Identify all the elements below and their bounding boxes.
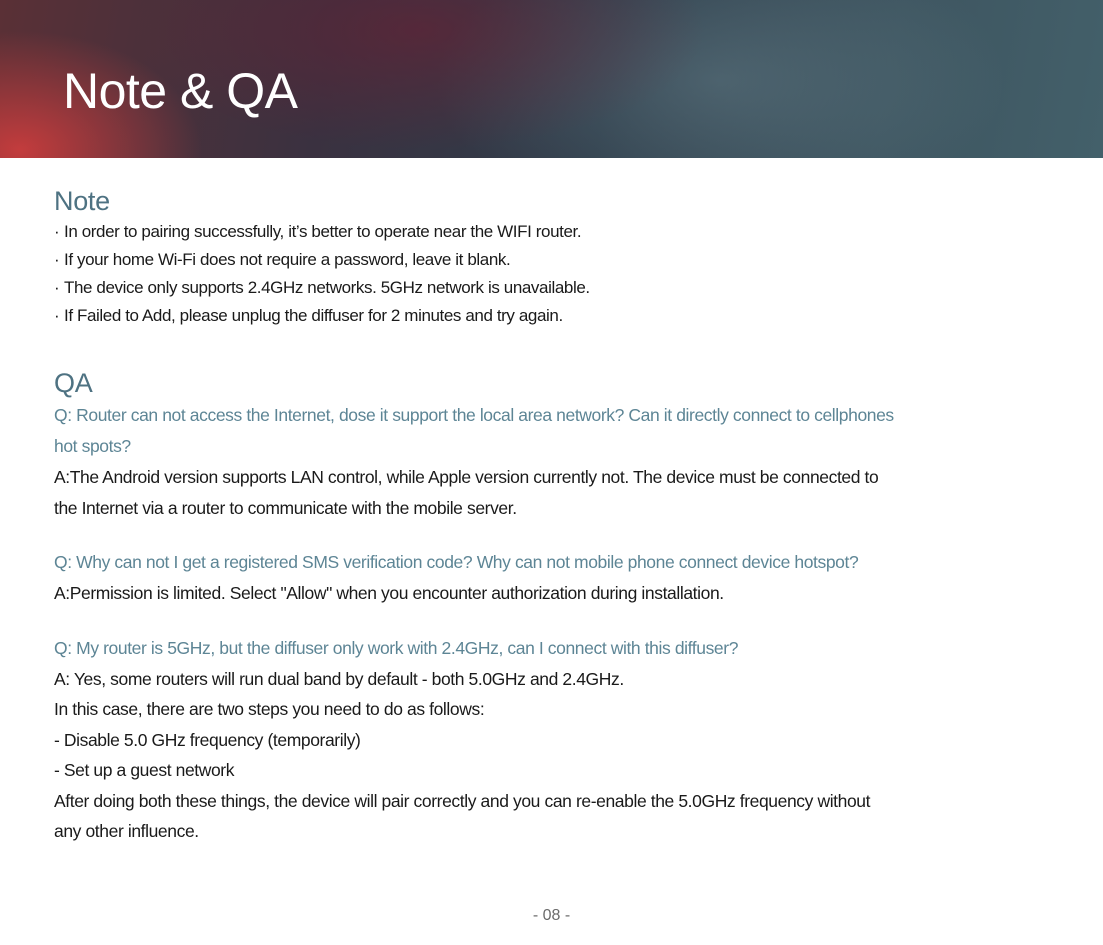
question-line: Q: Router can not access the Internet, dose it support the local area network? Can it directly connect to cellphones	[54, 405, 894, 425]
note-heading: Note	[54, 186, 110, 216]
bullet-icon: ·	[54, 278, 60, 297]
note-item-text: In order to pairing successfully, it’s better to operate near the WIFI router.	[64, 222, 582, 241]
answer-line: any other influence.	[54, 821, 199, 841]
answer-line: In this case, there are two steps you need to do as follows:	[54, 699, 485, 719]
note-item	[54, 218, 1064, 246]
answer-line: A:The Android version supports LAN control, while Apple version currently not. The device must be connected to	[54, 467, 879, 487]
note-item	[54, 246, 1064, 274]
question-line: Q: Why can not I get a registered SMS verification code? Why can not mobile phone connect device hotspot?	[54, 552, 859, 572]
note-item-text: The device only supports 2.4GHz networks. 5GHz network is unavailable.	[64, 278, 590, 297]
note-item-text: If Failed to Add, please unplug the diffuser for 2 minutes and try again.	[64, 306, 563, 325]
bullet-icon: ·	[54, 222, 60, 241]
bullet-icon: ·	[54, 250, 60, 269]
page-title: Note & QA	[63, 63, 298, 119]
qa-item	[54, 547, 1064, 609]
note-item	[54, 274, 1064, 302]
answer-line: - Set up a guest network	[54, 760, 235, 780]
header-banner	[0, 0, 1103, 158]
question-line: Q: My router is 5GHz, but the diffuser only work with 2.4GHz, can I connect with this diffuser?	[54, 637, 739, 658]
bullet-icon: ·	[54, 306, 60, 325]
question-line: hot spots?	[54, 436, 131, 456]
qa-item	[54, 633, 1064, 847]
answer-line: - Disable 5.0 GHz frequency (temporarily)	[54, 729, 361, 750]
answer-line: A: Yes, some routers will run dual band by default - both 5.0GHz and 2.4GHz.	[54, 668, 624, 689]
page-content	[54, 184, 1064, 847]
qa-section	[54, 366, 1064, 847]
answer-line: After doing both these things, the device will pair correctly and you can re-enable the 5.0GHz frequency without	[54, 790, 871, 811]
note-item-text: If your home Wi-Fi does not require a password, leave it blank.	[64, 250, 511, 269]
qa-heading: QA	[54, 368, 93, 398]
note-section	[54, 184, 1064, 330]
answer-line: the Internet via a router to communicate with the mobile server.	[54, 497, 517, 518]
note-item	[54, 302, 1064, 330]
note-list	[54, 218, 1064, 330]
page-number: - 08 -	[532, 907, 571, 924]
qa-spacer	[54, 609, 1064, 633]
qa-item	[54, 400, 1064, 523]
answer-line: A:Permission is limited. Select "Allow" when you encounter authorization during installation.	[54, 583, 724, 603]
qa-spacer	[54, 523, 1064, 547]
